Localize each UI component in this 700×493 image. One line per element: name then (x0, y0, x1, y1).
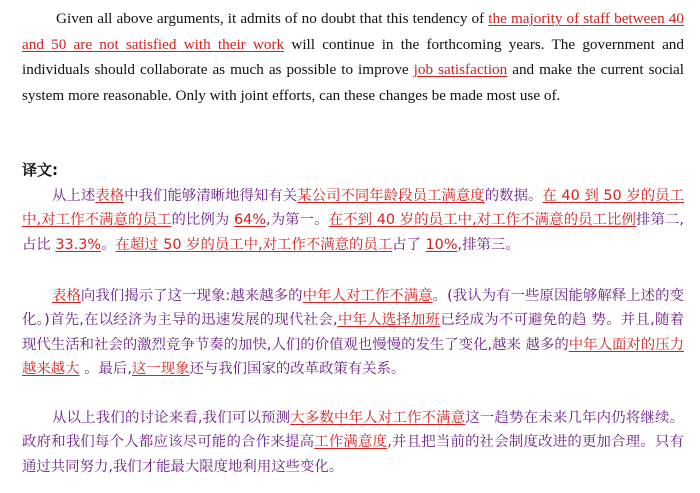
translation-text: 从上述 (52, 188, 96, 204)
highlight-phrase: 10% (425, 236, 458, 253)
highlight-phrase: 在 40 到 50 岁的员工中,对工作不满意的员工 (22, 188, 684, 229)
highlight-phrase: 这一现象 (131, 361, 190, 378)
translation-text: 向我们揭示了这一现象:越来越多的 (80, 288, 303, 304)
highlight-phrase: 表格 (52, 288, 81, 304)
highlight-phrase: 33.3% (55, 236, 102, 253)
translation-text: 。 (101, 236, 116, 253)
translation-text: 的比例为 (171, 212, 235, 229)
translation-text: 排第二,占比 (22, 212, 685, 253)
highlight-phrase: 中年人对工作不满意 (302, 288, 433, 304)
highlight-phrase: the majority of staff between 40 and 50 are not satisfied with their work (22, 10, 684, 53)
translation-text: 已经成为不可避免的趋 势。并且,随着现代生活和社会的激烈竞争节奏的加快,人们的价值观也慢慢的发生了变化,越来 越多的 (22, 312, 684, 353)
translation-paragraph-2 (22, 284, 684, 382)
english-text: will continue in the forthcoming years. The government and individuals should collaborate as much as possible to improve (22, 35, 684, 78)
translation-text: 还与我们国家的改革政策有关系。 (189, 361, 406, 378)
translation-paragraph-1 (22, 184, 684, 257)
highlight-phrase: 大多数中年人对工作不满意 (290, 410, 466, 426)
highlight-phrase: 64% (234, 212, 267, 229)
translation-text: 占了 (392, 236, 426, 253)
highlight-phrase: 工作满意度 (314, 434, 388, 451)
highlight-phrase: 表格 (95, 188, 125, 204)
highlight-phrase: 在超过 50 岁的员工中,对工作不满意的员工 (115, 236, 393, 253)
translation-text: 中我们能够清晰地得知有关 (124, 188, 298, 204)
translation-text: 从以上我们的讨论来看,我们可以预测 (52, 410, 291, 426)
translation-text: 。最后, (79, 361, 132, 378)
translation-text: 。(我认为有一些原因能够解释上述的变化。)首先,在以经济为主导的迅速发展的现代社会, (22, 288, 684, 329)
english-paragraph (22, 6, 684, 108)
translation-text: 这一趋势在未来几年内仍将继续。政府和我们每个人都应该尽可能的合作来提高 (22, 410, 684, 451)
highlight-phrase: 在不到 40 岁的员工中,对工作不满意的员工比例 (328, 212, 636, 229)
highlight-phrase: 中年人选择加班 (337, 312, 441, 329)
english-text: and make the current social system more reasonable. Only with joint efforts, can these changes be made most use of. (22, 61, 684, 104)
highlight-phrase: 中年人面对的压力越来越大 (22, 336, 684, 378)
translation-heading: 译文: (22, 161, 58, 179)
translation-text: 的数据。 (484, 188, 543, 204)
translation-paragraph-3 (22, 406, 684, 479)
english-text: Given all above arguments, it admits of no doubt that this tendency of (56, 10, 489, 27)
highlight-phrase: 某公司不同年龄段员工满意度 (297, 188, 485, 204)
translation-text: ,排第三。 (457, 236, 520, 253)
translation-text: ,为第一。 (266, 212, 329, 229)
highlight-phrase: job satisfaction (413, 61, 508, 78)
translation-text: ,并且把当前的社会制度改进的更加合理。只有通过共同努力,我们才能最大限度地利用这些变化。 (22, 434, 684, 475)
